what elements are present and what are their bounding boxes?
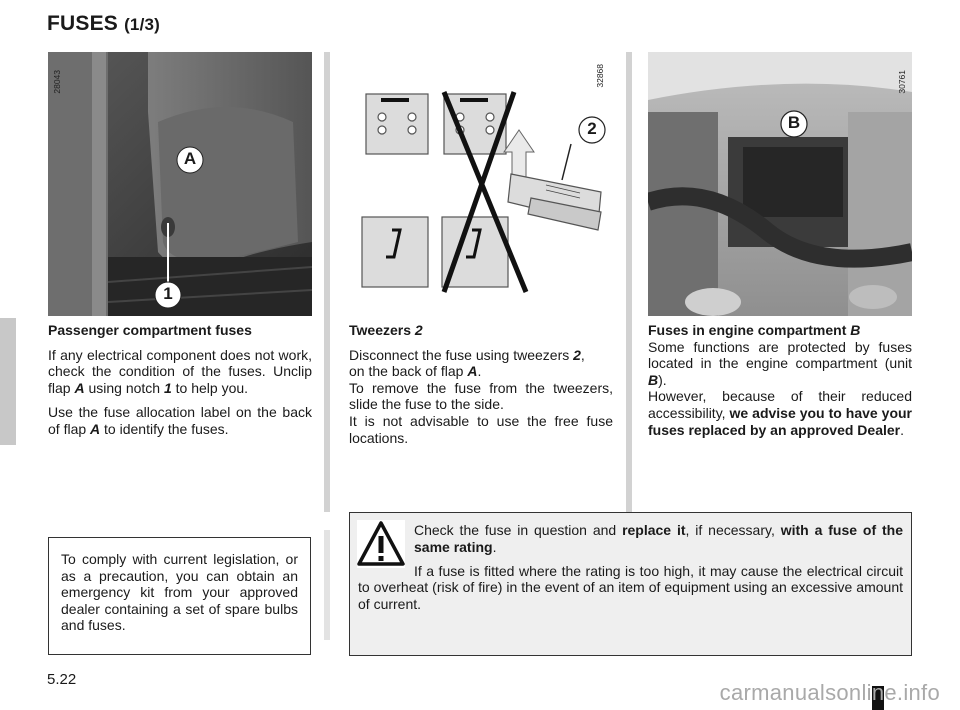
callout-b: B [787,113,801,132]
warning-text [358,522,903,613]
warning-paragraph-1: Check the fuse in question and replace it, if necessary, with a fuse of the same rating. [414,522,904,555]
figure-code: 32868 [595,64,605,88]
paragraph: To remove the fuse from the tweezers, slide the fuse to the side. [349,379,613,413]
callout-2: 2 [587,119,597,138]
engine-compartment-photo [648,52,912,316]
figure-code: 28043 [52,70,62,94]
legal-note-box [48,537,311,655]
paragraph: Some functions are protected by fuses located in the engine compartment (unit B). [648,338,912,388]
passenger-fuses-section [48,322,312,446]
paragraph: However, because of their reduced accessibility, we advise you to have your fuses replaced by an approved Dealer. [648,388,912,438]
callout-a: A [183,149,197,168]
column-separator-1-lower [324,530,330,640]
column-separator-1 [324,52,330,512]
page-title-suffix: (1/3) [124,15,161,34]
tweezers-section [349,322,613,446]
legal-note-text: To comply with current legislation, or as a precaution, you can obtain an emergency kit from your approved dealer containing a set of spare bulbs and fuses. [61,551,298,633]
section-heading: Tweezers 2 [349,322,423,338]
tweezers-drawing [336,52,614,316]
page-title: FUSES (1/3) [47,12,161,35]
paragraph: Use the fuse allocation label on the back of flap A to identify the fuses. [48,404,312,437]
fuse-top-left [366,94,428,154]
page-number: 5.22 [47,671,77,688]
column-separator-2 [626,52,632,512]
warning-paragraph-2: If a fuse is fitted where the rating is too high, it may cause the electrical circuit to overheat (risk of fire) in the event of an item of equipment using an excessive amount of current. [358,562,903,613]
engine-fuses-section [648,322,912,438]
section-heading: Fuses in engine compartment B [648,322,861,338]
paragraph: If any electrical component does not work, check the condition of the fuses. Unclip flap A using notch 1 to help you. [48,346,312,396]
callout-1: 1 [163,284,173,303]
paragraph: Disconnect the fuse using tweezers 2, on the back of flap A. [349,346,585,380]
watermark: carmanualsonline.info [719,680,940,705]
figure-code: 30761 [897,70,907,94]
section-heading: Passenger compartment fuses [48,322,252,338]
paragraph: It is not advisable to use the free fuse locations. [349,412,613,446]
section-tab [0,318,16,445]
passenger-fusebox-photo [48,52,312,316]
